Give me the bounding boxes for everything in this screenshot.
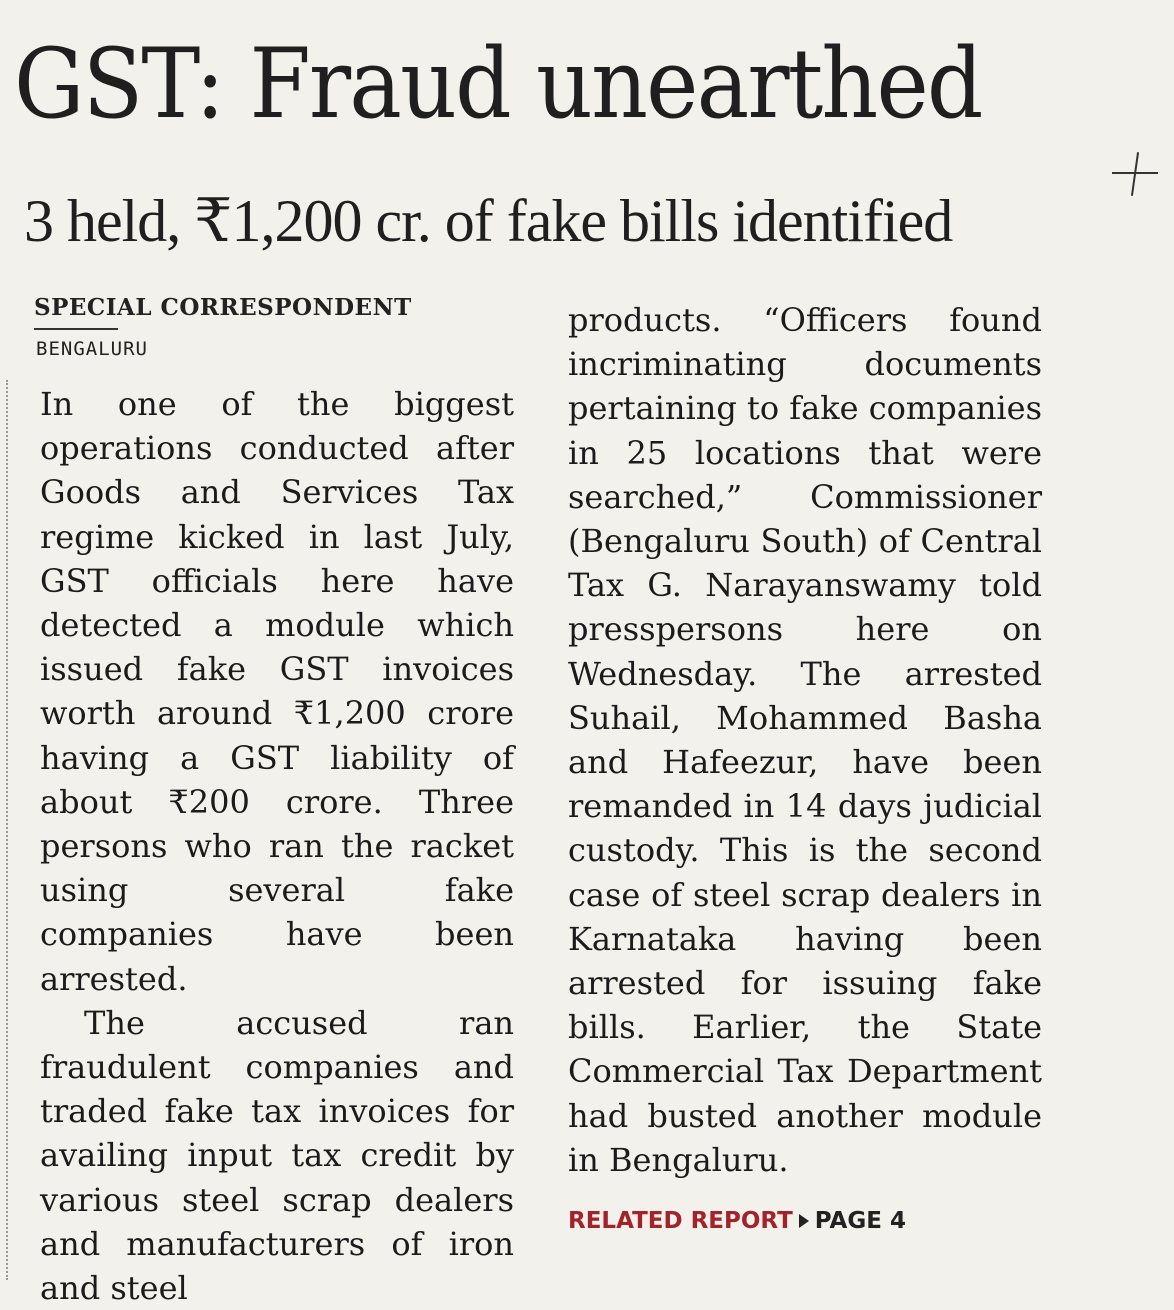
related-report-link[interactable]: [568, 1208, 906, 1234]
triangle-right-icon: [799, 1214, 809, 1228]
registration-mark-icon: [1104, 150, 1164, 210]
subheadline: 3 held, ₹1,200 cr. of fake bills identified: [24, 188, 953, 254]
article-column-left: [40, 382, 514, 1310]
article-paragraph: The accused ran fraudulent companies and traded fake tax invoices for availing input tax credit by various steel scrap dealers and manufacturers of iron and steel: [40, 1003, 514, 1308]
byline: SPECIAL CORRESPONDENT: [34, 294, 412, 321]
article-paragraph: In one of the biggest operations conducted after Goods and Services Tax regime kicked in last July, GST officials here have detected a module which issued fake GST invoices worth around ₹1,200 crore having a GST liability of about ₹200 crore. Three persons who ran the racket using several fake companies have been arrested.: [40, 385, 514, 998]
byline-rule: [34, 328, 118, 330]
dateline: BENGALURU: [36, 338, 148, 360]
related-report-page: PAGE 4: [814, 1208, 906, 1234]
scissor-cut-line: [6, 380, 8, 1280]
article-paragraph: products. “Officers found incriminating documents pertaining to fake companies in 25 locations that were searched,” Commissioner (Bengaluru South) of Central Tax G. Narayanswamy told presspersons here on Wednesday. The arrested Suhail, Mohammed Basha and Hafeezur, have been remanded in 14 days judicial custody. This is the second case of steel scrap dealers in Karnataka having been arrested for issuing fake bills. Earlier, the State Commercial Tax Department had busted another module in Bengaluru.: [568, 301, 1043, 1179]
article-column-right: [568, 298, 1042, 1182]
headline: GST: Fraud unearthed: [14, 28, 982, 140]
related-report-label: RELATED REPORT: [568, 1208, 793, 1234]
